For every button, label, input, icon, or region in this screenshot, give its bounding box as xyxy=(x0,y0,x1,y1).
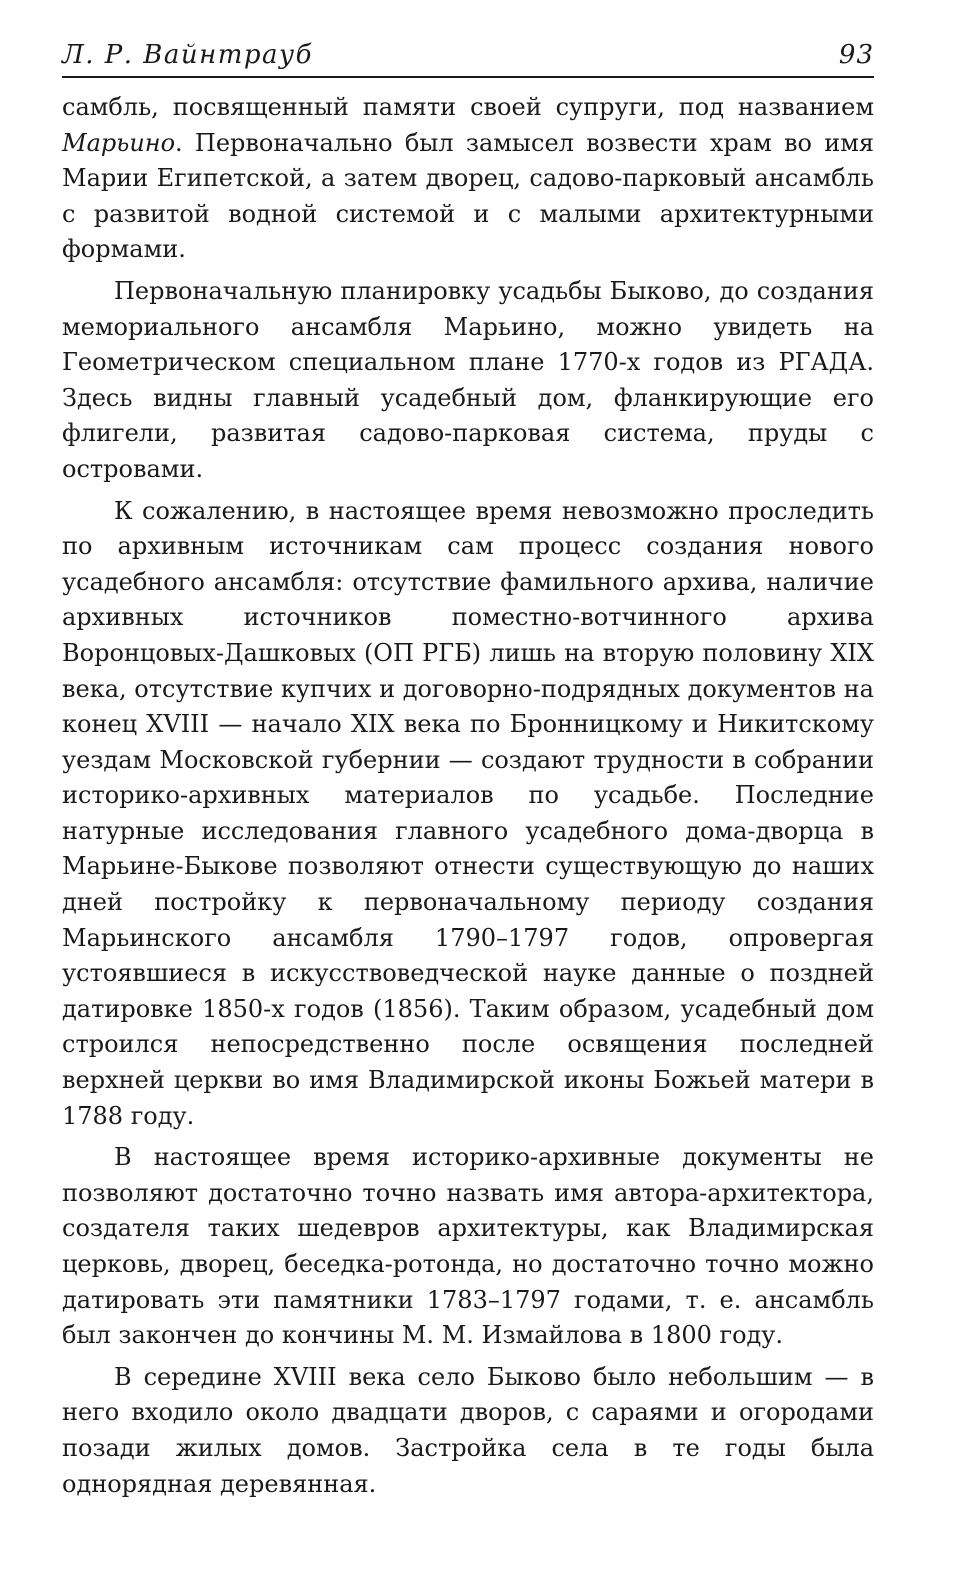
paragraph-1-start: самбль, посвященный памяти своей супруги, под названием xyxy=(62,93,874,121)
running-head-author: Л. Р. Вайнтрауб xyxy=(62,40,313,70)
paragraph-4: В настоящее время историко-архивные документы не позволяют достаточно точно назвать имя автора-архитектора, создателя таких шедевров архитектуры, как Владимирская церковь, дворец, беседка-ротонда, но достаточно точно можно датировать эти памятники 1783–1797 годами, т. е. ансамбль был закончен до кончины М. М. Измайлова в 1800 году. xyxy=(62,1143,874,1350)
page-number: 93 xyxy=(838,40,874,70)
paragraph-3: К сожалению, в настоящее время невозможно проследить по архивным источникам сам процесс создания нового усадебного ансамбля: отсутствие фамильного архива, наличие архивных источников поместно-вотчинного архива Воронцовых-Дашковых (ОП РГБ) лишь на вторую половину XIX века, отсутствие купчих и договорно-подрядных документов на конец XVIII — начало XIX века по Бронницкому и Никитскому уездам Московской губернии — создают трудности в собрании историко-архивных материалов по усадьбе. Последние натурные исследования главного усадебного дома-дворца в Марьине-Быкове позволяют отнести существующую до наших дней постройку к первоначальному периоду создания Марьинского ансамбля 1790–1797 годов, опровергая устоявшиеся в искусствоведческой науке данные о поздней датировке 1850-х годов (1856). Таким образом, усадебный дом строился непосредственно после освящения последней верхней церкви во имя Владимирской иконы Божьей матери в 1788 году. xyxy=(62,496,874,1130)
running-header xyxy=(62,40,874,78)
paragraph-5: В середине XVIII века село Быково было небольшим — в него входило около двадцати дворов, с сараями и огородами позади жилых домов. Застройка села в те годы была однорядная деревянная. xyxy=(62,1362,874,1498)
body-text xyxy=(62,90,874,1502)
paragraph-1 xyxy=(62,90,874,268)
paragraph-2: Первоначальную планировку усадьбы Быково, до создания мемориального ансамбля Марьино, можно увидеть на Геометрическом специальном плане 1770-х годов из РГАДА. Здесь видны главный усадебный дом, фланкирующие его флигели, развитая садово-парковая система, пруды с островами. xyxy=(62,276,874,483)
paragraph-1-end: . Первоначально был замысел возвести храм во имя Марии Египетской, а затем дворец, садово-парковый ансамбль с развитой водной системой и с малыми архитектурными формами. xyxy=(62,128,874,264)
estate-name-emphasis: Марьино xyxy=(62,128,176,157)
book-page xyxy=(62,40,874,1502)
